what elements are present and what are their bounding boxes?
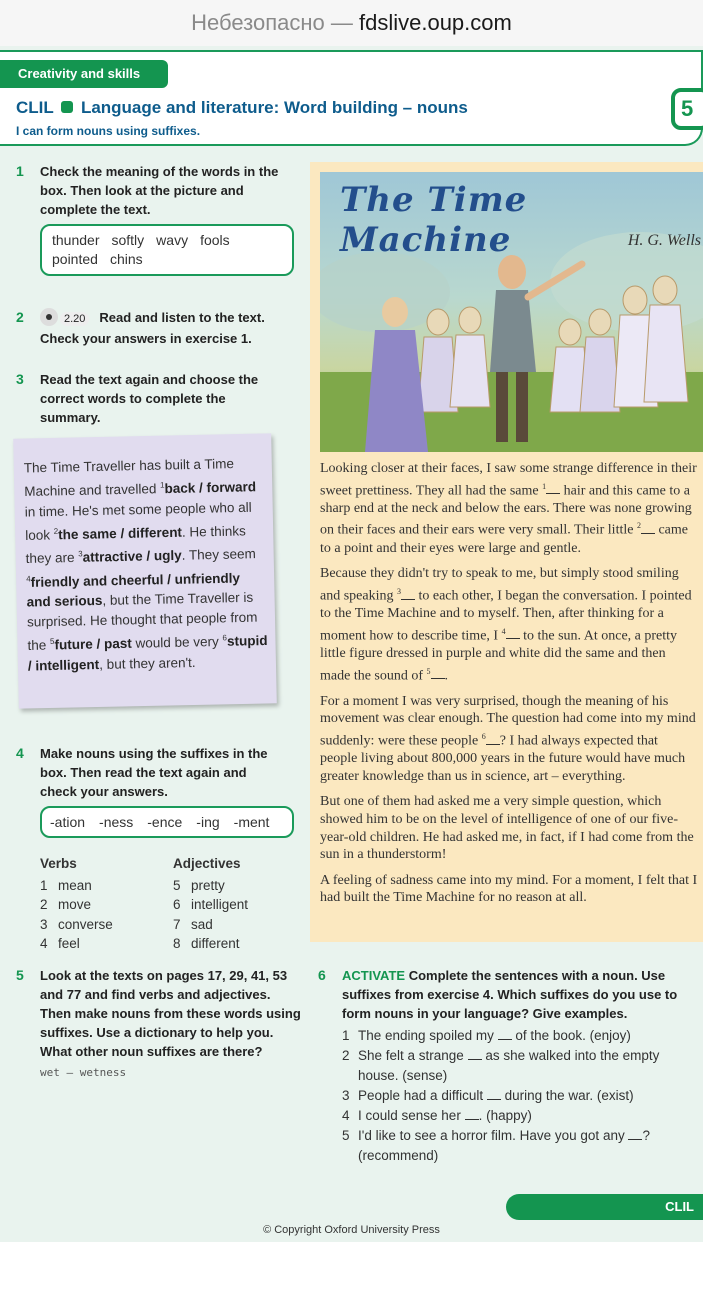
gap-blank[interactable] xyxy=(546,493,560,494)
activate-label: ACTIVATE xyxy=(342,968,406,983)
word: fools xyxy=(200,232,230,248)
exercise-number: 6 xyxy=(318,967,326,983)
sentence-part: I'd like to see a horror film. Have you got any xyxy=(358,1128,629,1143)
summary-text: in time. He's met some people who all look xyxy=(24,499,252,543)
item-number: 2 xyxy=(40,897,48,912)
section-tab: Creativity and skills xyxy=(0,60,168,88)
suffix: -ence xyxy=(147,814,183,830)
browser-address-bar[interactable] xyxy=(0,0,703,46)
story-panel xyxy=(310,162,703,942)
story-text-run: . xyxy=(444,668,449,684)
item-number: 4 xyxy=(40,936,48,951)
exercise-instruction: Look at the texts on pages 17, 29, 41, 53 and 77 and find verbs and adjectives. Then make nouns from these words using suffixes. Use a dictionary to help you. What other noun suffixes are there? xyxy=(40,968,301,1059)
exercise-number: 4 xyxy=(16,745,24,761)
verbs-heading: Verbs xyxy=(40,856,77,871)
exercise-2 xyxy=(16,308,290,348)
url-domain: fdslive.oup.com xyxy=(358,10,512,35)
story-paragraph: A feeling of sadness came into my mind. For a moment, I felt that I had built the Time Machine for no reason at all. xyxy=(320,872,698,906)
summary-text: . They seem xyxy=(181,546,256,563)
sentence-item xyxy=(342,1106,692,1126)
insecure-label: Небезопасно — xyxy=(191,10,359,35)
sentence-part: She felt a strange xyxy=(358,1048,468,1063)
suffix: -ing xyxy=(196,814,220,830)
sentence-part: I could sense her xyxy=(358,1108,465,1123)
exercise-6 xyxy=(318,966,692,1023)
sentence-part: . (happy) xyxy=(478,1108,532,1123)
exercise-number: 2 xyxy=(16,309,24,325)
item-number: 4 xyxy=(342,1108,350,1123)
unit-badge: 5 xyxy=(671,88,703,130)
item-word: converse xyxy=(58,916,113,932)
exercise-5 xyxy=(16,966,302,1082)
list-item xyxy=(173,876,303,896)
sentence-part: during the war. (exist) xyxy=(500,1088,634,1103)
summary-card: The Time Traveller has built a Time Machine and travelled $^1$back / forward in time. He's met some people who all look $^2$the same / different. He thinks they are $^3$attractive / ugly. They seem $^4$friendly and cheerful / unfriendly and serious, but the Time Traveller is surprised. He thought that people from the $^5$future / past would be very $^6$stupid / intelligent, but they aren't. xyxy=(13,433,277,708)
list-item xyxy=(173,915,303,935)
choice-option[interactable]: future / past xyxy=(54,635,132,653)
story-text-run: Because they didn't try to speak to me, but simply stood smiling and speaking xyxy=(320,566,679,604)
audio-cd-icon[interactable] xyxy=(40,308,58,326)
story-text-run: hair and this came to a sharp end at the neck and below the ears. There was none growing on their faces and their ears were very small. Their little xyxy=(320,483,692,539)
exercise-number: 1 xyxy=(16,163,24,179)
page-title xyxy=(16,98,468,118)
sentence-list xyxy=(342,1026,692,1166)
item-number: 1 xyxy=(342,1028,350,1043)
gap-blank[interactable] xyxy=(487,1099,501,1100)
clil-footer-tab: CLIL xyxy=(506,1194,703,1220)
story-paragraph: Looking closer at their faces, I saw some strange difference in their sweet prettiness. They all had the same $^1$ hair and this came to a sharp end at the neck and below the ears. There was none growing on their faces and their ears were very small. Their little $^2$ came to a point and their eyes were large and gentle. xyxy=(320,461,697,556)
page-title-text: Language and literature: Word building – nouns xyxy=(80,98,468,117)
choice-option[interactable]: back / forward xyxy=(164,479,257,497)
item-word: mean xyxy=(58,877,92,893)
sentence-item xyxy=(342,1126,692,1166)
item-number: 5 xyxy=(342,1128,350,1143)
item-number: 5 xyxy=(173,877,181,893)
sentence-part: of the book. (enjoy) xyxy=(511,1028,631,1043)
story-text-run: For a moment I was very surprised, though the meaning of his movement was clear enough. The question had come into my mind suddenly: were these people xyxy=(320,693,696,749)
exercise-instruction: Make nouns using the suffixes in the box. Then read the text again and check your answers. xyxy=(40,746,268,799)
list-item xyxy=(173,934,303,954)
verbs-list xyxy=(40,854,160,954)
list-item xyxy=(40,895,160,915)
list-item xyxy=(40,915,160,935)
square-bullet-icon xyxy=(61,101,73,113)
word: wavy xyxy=(156,232,189,248)
item-number: 3 xyxy=(342,1088,350,1103)
exercise-instruction: Read and listen to the text. Check your answers in exercise 1. xyxy=(40,310,265,346)
gap-blank[interactable] xyxy=(641,533,655,534)
gap-blank[interactable] xyxy=(401,599,415,600)
gap-blank[interactable] xyxy=(465,1119,479,1120)
exercise-4 xyxy=(16,744,270,801)
audio-track-number: 2.20 xyxy=(60,312,89,326)
suffix: -ation xyxy=(50,814,86,830)
item-word: pretty xyxy=(191,877,225,893)
choice-option[interactable]: stupid / intelligent xyxy=(27,632,268,673)
item-number: 7 xyxy=(173,916,181,932)
exercise-number: 5 xyxy=(16,967,24,983)
story-text xyxy=(320,460,698,915)
summary-text: would be very xyxy=(131,633,223,651)
gap-blank[interactable] xyxy=(486,744,500,745)
list-item xyxy=(40,876,160,896)
item-word: intelligent xyxy=(191,897,249,912)
item-word: feel xyxy=(58,936,80,951)
word: pointed xyxy=(52,251,98,267)
word: chins xyxy=(109,251,143,267)
exercise-instruction: Read the text again and choose the correct words to complete the summary. xyxy=(40,372,259,425)
story-text-run: ? I had always expected that people living about 800,000 years in the future would have much greater knowledge than us in science, art – everything. xyxy=(320,733,686,784)
story-paragraph: But one of them had asked me a very simple question, which showed him to be on the level of intelligence of one of our five-year-old children. He had asked me, in fact, if I had come from the sun in a thunderstorm! xyxy=(320,794,694,863)
item-word: different xyxy=(191,936,240,951)
choice-option[interactable]: attractive / ugly xyxy=(82,547,182,565)
word: thunder xyxy=(52,232,100,248)
gap-blank[interactable] xyxy=(628,1139,642,1140)
exercise-number: 3 xyxy=(16,371,24,387)
sentence-item xyxy=(342,1086,692,1106)
lesson-header xyxy=(0,50,703,146)
clil-label: CLIL xyxy=(16,98,54,117)
copyright-notice: © Copyright Oxford University Press xyxy=(263,1224,440,1236)
sentence-part: as she walked into the empty house. (sense) xyxy=(358,1048,660,1083)
story-text-run: came to a point and their eyes were large and gentle. xyxy=(320,523,688,556)
story-paragraph: Because they didn't try to speak to me, but simply stood smiling and speaking $^3$ to each other, I began the conversation. I pointed to the Time Machine and to myself. Then, after thinking for a moment how to describe time, I $^4$ to the sun. At once, a pretty little figure dressed in purple and white did the same and then made the sound of $^5$ . xyxy=(320,566,692,684)
summary-text: . He thinks they are xyxy=(25,522,246,566)
word-box xyxy=(40,224,294,276)
textbook-page xyxy=(0,46,703,1242)
sentence-part: People had a difficult xyxy=(358,1088,487,1103)
page-bottom-area xyxy=(0,1256,703,1303)
suffix: -ness xyxy=(99,814,134,830)
item-number: 2 xyxy=(342,1048,350,1063)
item-number: 6 xyxy=(173,897,181,912)
word: softly xyxy=(111,232,145,248)
exercise-1 xyxy=(16,162,280,219)
list-item xyxy=(40,934,160,954)
gap-blank[interactable] xyxy=(468,1059,482,1060)
item-word: move xyxy=(58,897,92,912)
item-word: sad xyxy=(191,916,213,932)
sentence-item xyxy=(342,1046,692,1086)
adjectives-list xyxy=(173,854,303,954)
gap-blank[interactable] xyxy=(498,1039,512,1040)
story-author: H. G. Wells xyxy=(627,232,701,249)
suffix-box xyxy=(40,806,294,838)
suffix: -ment xyxy=(233,814,270,830)
sentence-part: The ending spoiled my xyxy=(358,1028,498,1043)
exercise-3 xyxy=(16,370,270,427)
exercise-instruction: Complete the sentences with a noun. Use suffixes from exercise 4. Which suffixes do you use to form nouns in your language? Give examples. xyxy=(342,968,678,1021)
item-number: 3 xyxy=(40,916,48,932)
choice-option[interactable]: the same / different xyxy=(58,524,183,542)
list-item xyxy=(173,895,303,915)
summary-text: , but the Time Traveller is surprised. He thought that people from the xyxy=(26,589,258,653)
summary-text: The Time Traveller has built a Time Machine and travelled xyxy=(23,456,235,500)
story-paragraph: For a moment I was very surprised, though the meaning of his movement was clear enough. The question had come into my mind suddenly: were these people $^6$ ? I had always expected that people living about 800,000 years in the future would have much greater knowledge than us in science, art – everything. xyxy=(320,693,696,784)
exercise-instruction: Check the meaning of the words in the box. Then look at the picture and complete the text. xyxy=(40,164,279,217)
adjectives-heading: Adjectives xyxy=(173,856,241,871)
sentence-item xyxy=(342,1026,692,1046)
item-number: 8 xyxy=(173,936,181,951)
item-number: 1 xyxy=(40,877,48,893)
story-illustration xyxy=(320,172,703,452)
story-text-run: to each other, I began the conversation. I pointed to the Time Machine and to myself. Then, after thinking for a moment how to describe time, I xyxy=(320,588,692,644)
gap-blank[interactable] xyxy=(506,638,520,639)
sentence-part: ? (recommend) xyxy=(358,1128,650,1163)
learning-objective: I can form nouns using suffixes. xyxy=(16,124,201,138)
example-answer: wet – wetness xyxy=(40,1066,127,1079)
gap-blank[interactable] xyxy=(431,678,445,679)
story-text-run: Looking closer at their faces, I saw some strange difference in their sweet prettiness. They all had the same xyxy=(320,461,697,499)
story-text-run: to the sun. At once, a pretty little figure dressed in purple and white did the same and then made the sound of xyxy=(320,628,678,684)
summary-text: , but they aren't. xyxy=(99,654,196,672)
choice-option[interactable]: friendly and cheerful / unfriendly and serious xyxy=(26,570,241,610)
story-title: The Time Machine xyxy=(340,180,528,260)
